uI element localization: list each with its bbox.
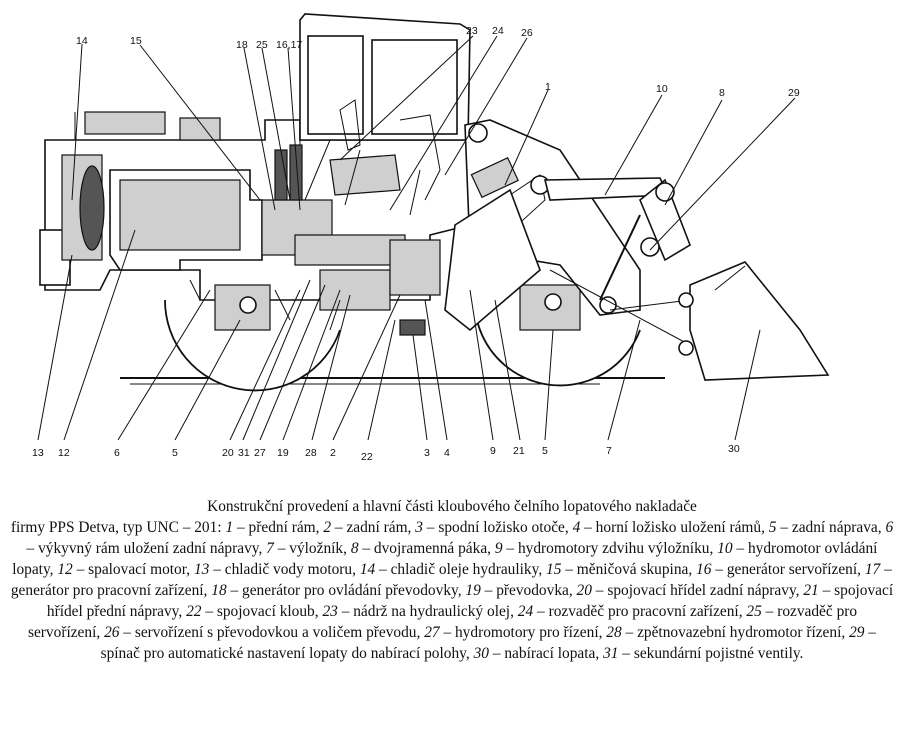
label-31: 31 [238,447,250,459]
label-26: 26 [521,27,533,39]
rear-wheel [165,285,340,390]
label-6: 6 [114,447,120,459]
label-24: 24 [492,25,504,37]
label-20: 20 [222,447,234,459]
label-2: 2 [330,447,336,459]
bottom-labels [32,443,740,463]
label-23: 23 [466,25,478,37]
label-22: 22 [361,451,373,463]
caption-line-1: firmy PPS Detva, typ UNC – 201: 1 – přední rám, 2 – zadní rám, 3 – spodní ložisko otoče, 4 – horní ložisko uložení rámů, 5 – zadní náprava, 6 – výkyvný rám uložení zadní nápravy, 7 – výložník, 8 – dvojramenná páka, 9 – hydromotory zdvihu výložníku, 10 – hydromotor ovládání lopaty, 12 – spalovací motor, 13 – chladič vody motoru, 14 – chladič oleje hydrauliky, 15 – měničová skupina, 16 – generátor servořízení, 17 – generátor pro pracovní zařízení, 18 – generátor pro ovládání převodovky, 19 – převodovka, 20 – spojovací hřídel zadní nápravy, 21 – spojovací hřídel přední nápravy, 22 – spojovací kloub, 23 – nádrž na hydraulický olej, 24 – rozvaděč pro pracovní zařízení, 25 – rozvaděč pro servořízení, 26 – servořízení s převodovkou a voličem převodu, 27 – hydromotory pro řízení, 28 – zpětnovazební hydromotor řízení, 29 – spínač pro automatické nastavení lopaty do nabírací polohy, 30 – nabírací lopata, 31 – sekundární pojistné ventily. [10,519,894,662]
label-8: 8 [719,87,725,99]
label-27: 27 [254,447,266,459]
label-14: 14 [76,35,88,47]
figure-caption [10,496,894,664]
label-29: 29 [788,87,800,99]
label-5-rear: 5 [172,447,178,459]
label-4: 4 [444,447,450,459]
label-9: 9 [490,445,496,457]
label-30: 30 [728,443,740,455]
label-3: 3 [424,447,430,459]
label-16-17: 16,17 [276,39,303,51]
bucket [679,262,828,380]
label-21: 21 [513,445,525,457]
label-13: 13 [32,447,44,459]
label-5-front: 5 [542,445,548,457]
label-15: 15 [130,35,142,47]
label-28: 28 [305,447,317,459]
label-12: 12 [58,447,70,459]
engine [62,155,262,270]
label-1: 1 [545,81,551,93]
label-18: 18 [236,39,248,51]
label-10: 10 [656,83,668,95]
caption-title: Konstrukční provedení a hlavní části kloubového čelního lopatového nakladače [207,498,697,515]
label-25: 25 [256,39,268,51]
label-19: 19 [277,447,289,459]
label-7: 7 [606,445,612,457]
